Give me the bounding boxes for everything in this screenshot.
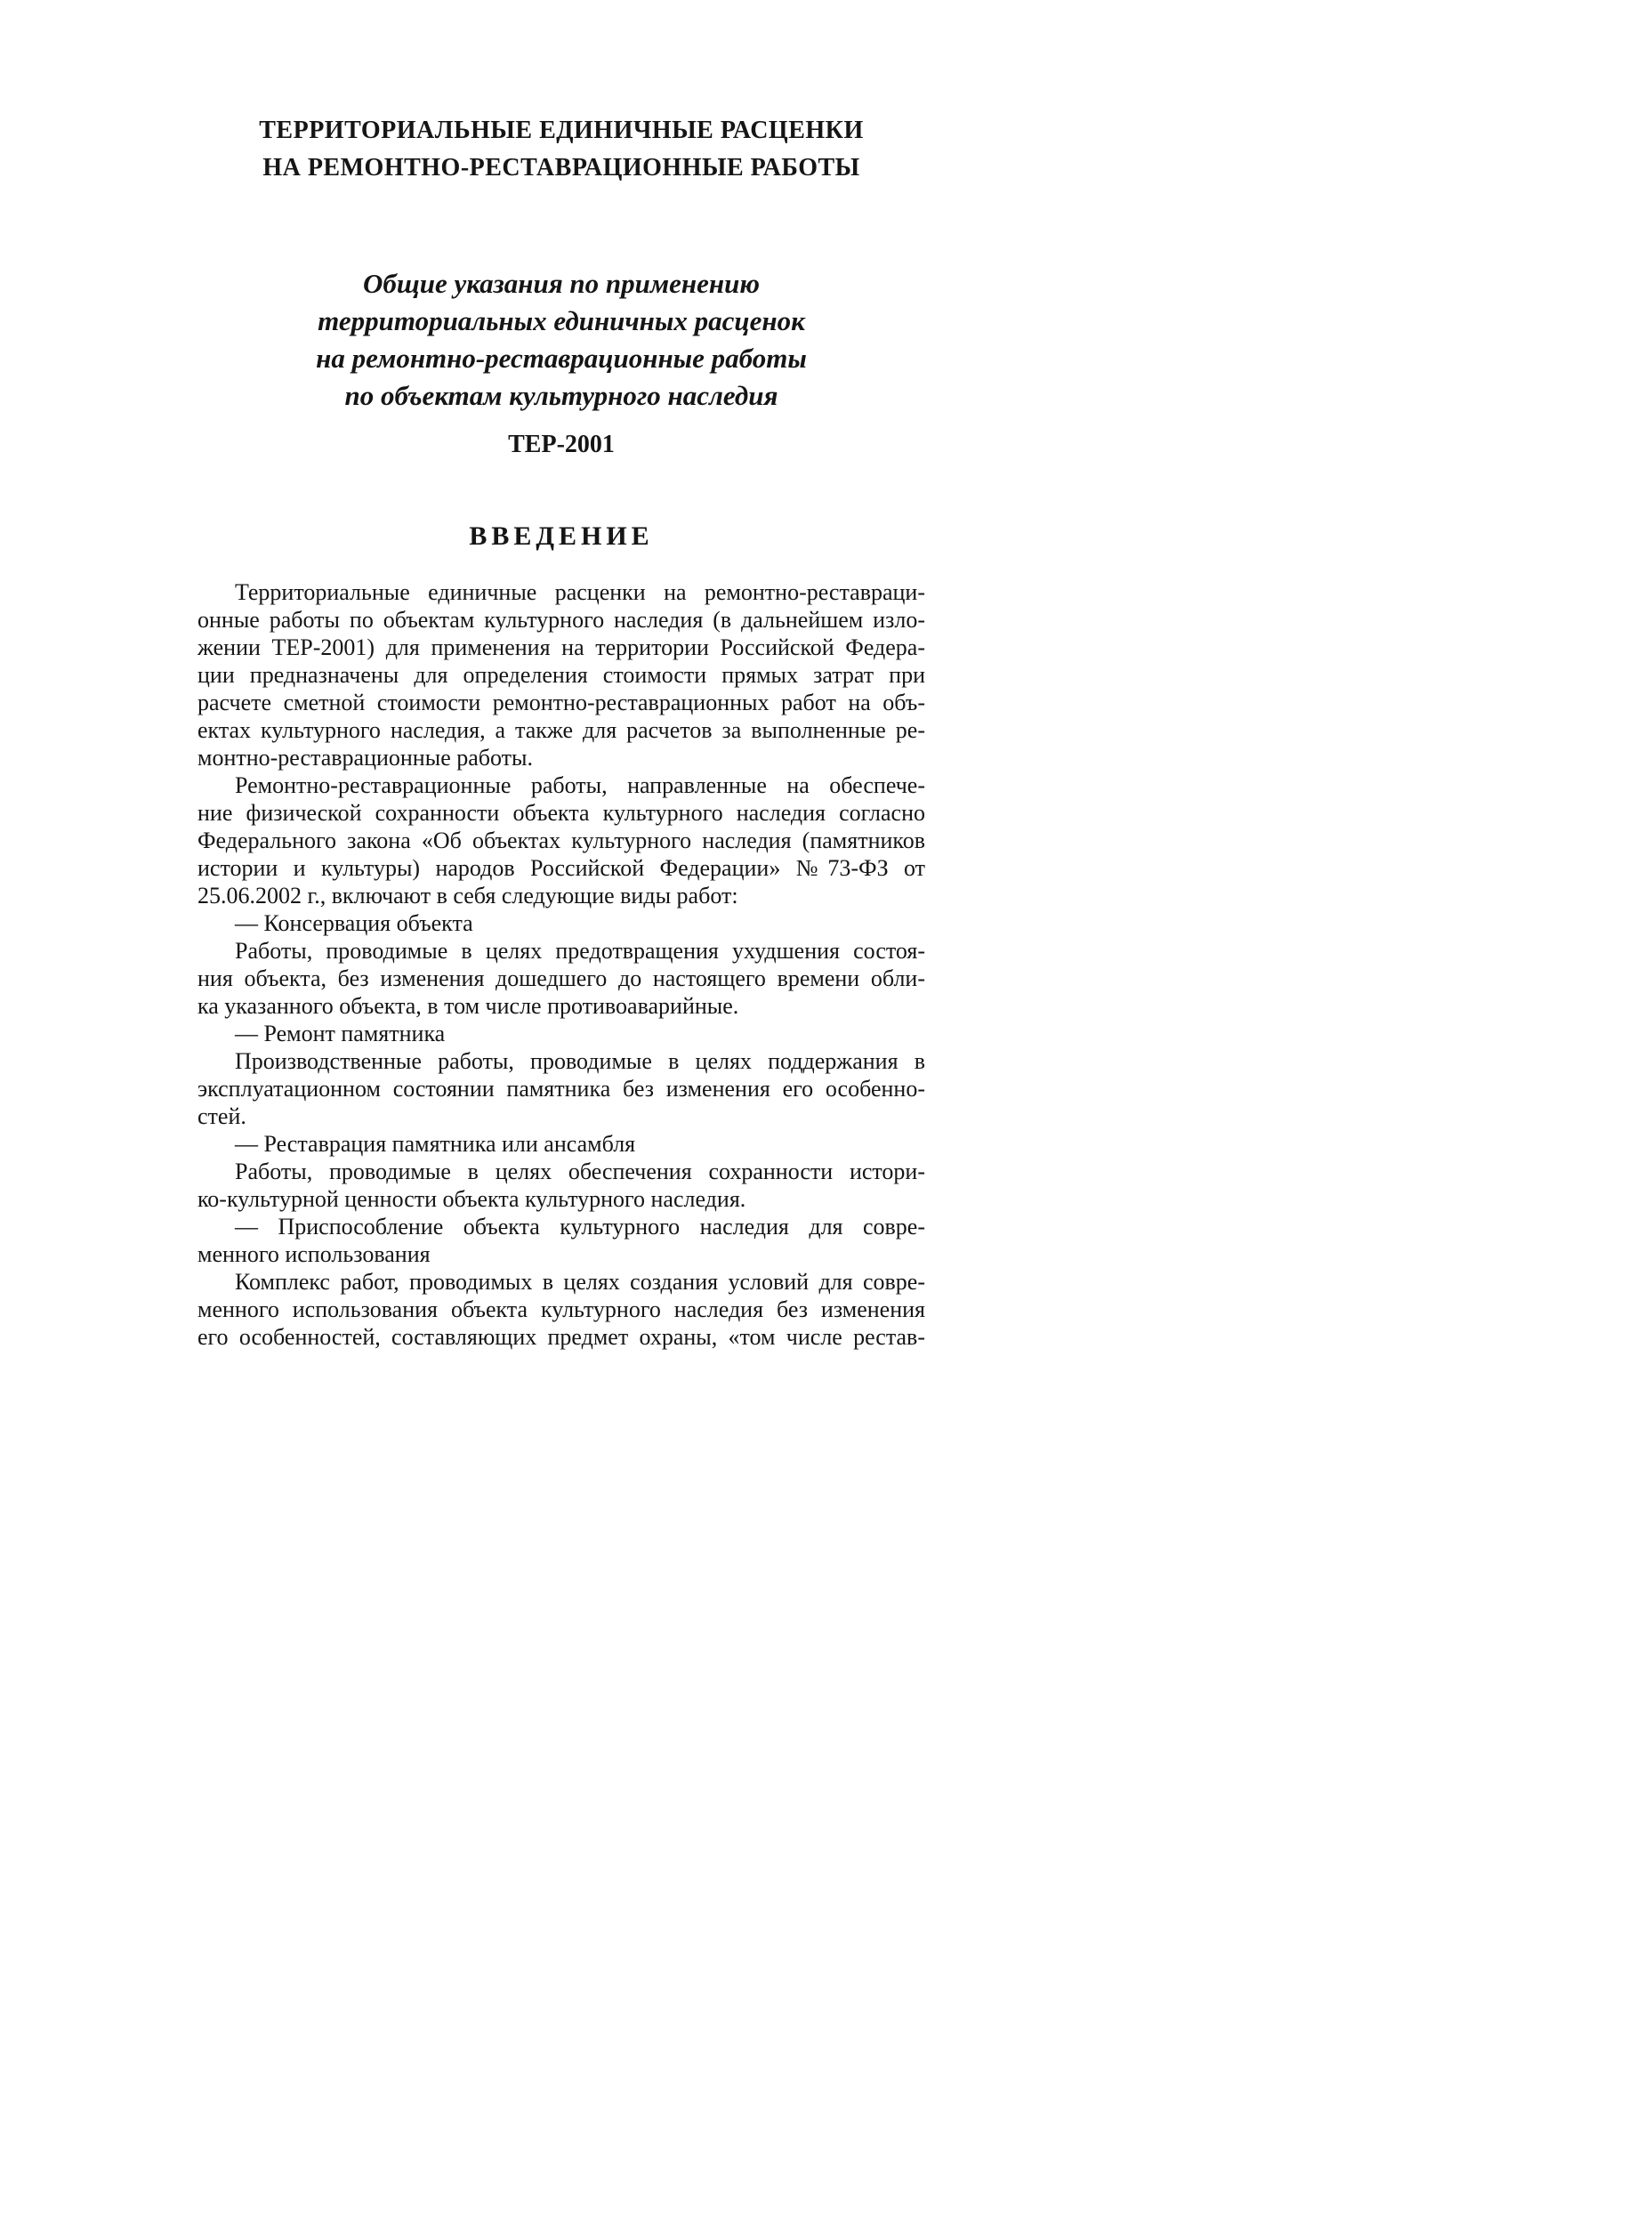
document-subtitle-line: по объектам культурного наследия [344,380,778,411]
body-paragraph [197,771,925,909]
text-line: Работы, проводимые в целях обеспечения сохранности истори- [235,1159,925,1184]
text-line: эксплуатационном состоянии памятника без изменения его особенно- [197,1076,925,1102]
text-line: 25.06.2002 г., включают в себя следующие виды работ: [197,883,738,909]
text-line: ектах культурного наследия, а также для расчетов за выполненные ре- [197,717,925,743]
document-subtitle [197,265,925,415]
section-heading: ВВЕДЕНИЕ [469,521,654,551]
text-line: его особенностей, составляющих предмет охраны, «том числе рестав- [197,1324,925,1350]
text-line: жении ТЕР-2001) для применения на территории Российской Федера- [197,634,925,660]
document-subtitle-line: территориальных единичных расценок [318,305,805,336]
text-line: Работы, проводимые в целях предотвращения ухудшения состоя- [235,938,925,964]
body-paragraph [197,1268,925,1351]
list-item-paragraph [197,1130,925,1158]
document-title-line: НА РЕМОНТНО-РЕСТАВРАЦИОННЫЕ РАБОТЫ [262,154,860,182]
body-paragraph [197,1158,925,1213]
text-line: онные работы по объектам культурного наследия (в дальнейшем изло- [197,607,925,633]
list-item-paragraph [197,1020,925,1047]
text-line: Территориальные единичные расценки на ремонтно-реставраци- [235,579,925,605]
text-line: ния объекта, без изменения дошедшего до настоящего времени обли- [197,965,925,991]
document-subtitle-line: Общие указания по применению [363,268,760,299]
text-line: — Консервация объекта [235,910,473,936]
text-line: ние физической сохранности объекта культурного наследия согласно [197,800,925,826]
text-line: стей. [197,1103,246,1129]
list-item-paragraph [197,1213,925,1268]
text-line: истории и культуры) народов Российской Федерации» №73-ФЗ от [197,855,925,881]
document-body [197,578,925,1351]
text-line: — Ремонт памятника [235,1021,446,1046]
text-line: Комплекс работ, проводимых в целях создания условий для совре- [235,1269,925,1295]
text-line: ко-культурной ценности объекта культурного наследия. [197,1186,746,1212]
text-line: — Реставрация памятника или ансамбля [235,1131,636,1157]
text-line: ции предназначены для определения стоимости прямых затрат при [197,662,925,688]
document-title [197,112,925,187]
text-line: Ремонтно-реставрационные работы, направленные на обеспече- [235,772,925,798]
body-paragraph [197,937,925,1020]
document-subtitle-line: на ремонтно-реставрационные работы [316,343,807,374]
list-item-paragraph [197,909,925,937]
document-content [197,0,925,1351]
text-line: Федерального закона «Об объектах культурного наследия (памятников [197,828,925,853]
document-title-line: ТЕРРИТОРИАЛЬНЫЕ ЕДИНИЧНЫЕ РАСЦЕНКИ [259,117,864,144]
body-paragraph [197,1047,925,1130]
text-line: расчете сметной стоимости ремонтно-реставрационных работ на объ- [197,690,925,715]
document-code: ТЕР-2001 [508,431,615,458]
body-paragraph [197,578,925,771]
text-line: ка указанного объекта, в том числе противоаварийные. [197,993,739,1019]
text-line: монтно-реставрационные работы. [197,745,533,771]
text-line: менного использования [197,1241,431,1267]
text-line: менного использования объекта культурного наследия без изменения [197,1296,925,1322]
text-line: — Приспособление объекта культурного наследия для совре- [235,1214,925,1240]
text-line: Производственные работы, проводимые в целях поддержания в [235,1048,925,1074]
